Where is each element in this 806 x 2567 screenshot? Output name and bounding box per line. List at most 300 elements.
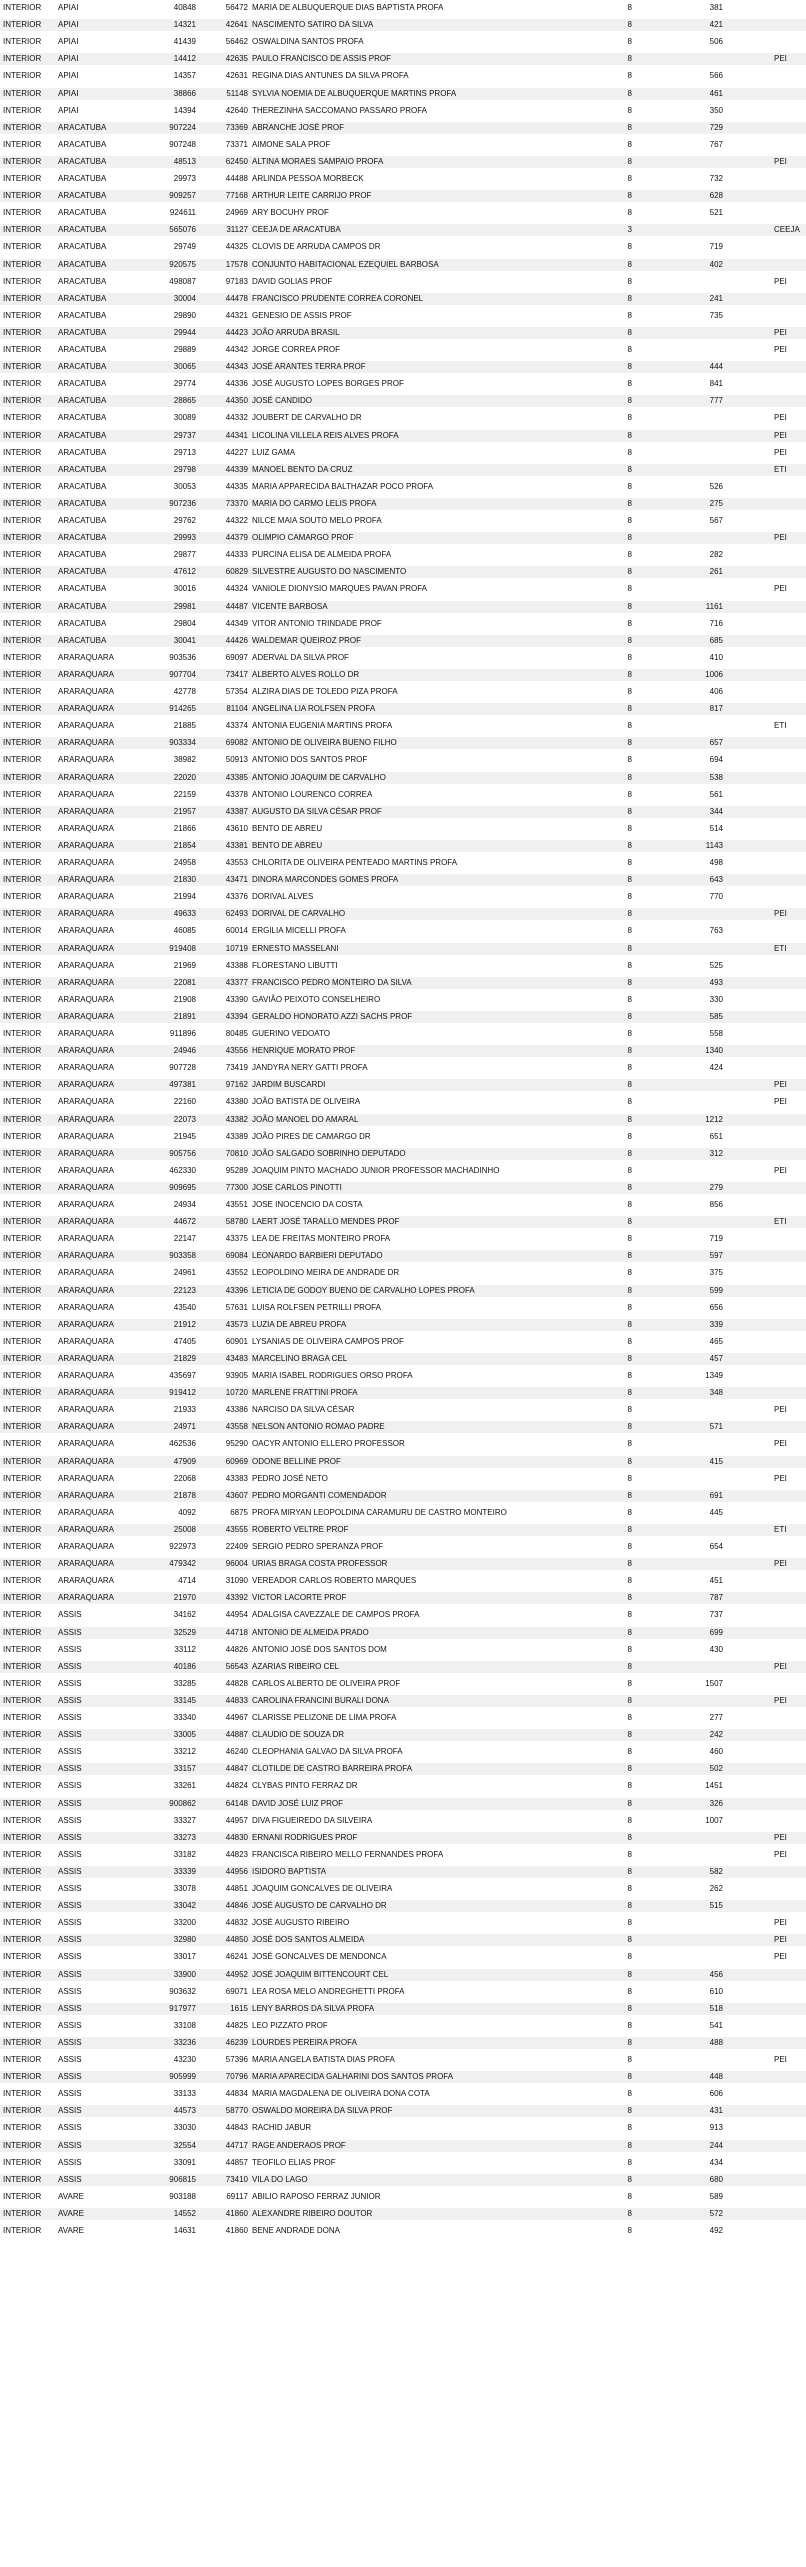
school-code-cell: 907236	[169, 498, 196, 508]
student-count-cell: 277	[709, 1713, 723, 1722]
grade-count-cell: 8	[627, 2106, 632, 2116]
school-code-cell: 22147	[173, 1234, 196, 1244]
grade-count-cell: 8	[627, 1182, 632, 1192]
region-cell: INTERIOR	[3, 1097, 42, 1107]
unit-code-cell: 44379	[225, 533, 248, 543]
directorate-cell: ARARAQUARA	[58, 1507, 115, 1517]
table-row	[0, 601, 806, 613]
grade-count-cell: 8	[627, 1969, 632, 1979]
directorate-cell: ARARAQUARA	[58, 892, 115, 902]
region-cell: INTERIOR	[3, 2020, 42, 2030]
school-code-cell: 22073	[173, 1114, 196, 1124]
school-name-cell: VILA DO LAGO	[252, 2174, 308, 2184]
region-cell: INTERIOR	[3, 1251, 42, 1261]
school-name-cell: JOSÉ AUGUSTO DE CARVALHO DR	[252, 1901, 387, 1911]
student-count-cell: 521	[709, 208, 723, 218]
student-count-cell: 350	[709, 105, 723, 115]
unit-code-cell: 62493	[225, 909, 248, 919]
directorate-cell: ARARAQUARA	[58, 1388, 115, 1398]
unit-code-cell: 42631	[225, 71, 248, 81]
student-count-cell: 275	[709, 498, 723, 508]
directorate-cell: ARACATUBA	[58, 550, 107, 560]
student-count-cell: 541	[709, 2020, 723, 2030]
school-name-cell: ANTONIA EUGENIA MARTINS PROFA	[252, 721, 393, 731]
school-code-cell: 49633	[173, 909, 196, 919]
unit-code-cell: 44423	[225, 327, 248, 337]
student-count-cell: 763	[709, 926, 723, 936]
table-row	[0, 2208, 806, 2220]
table-row	[0, 806, 806, 818]
grade-count-cell: 8	[627, 1576, 632, 1586]
school-code-cell: 14631	[173, 2226, 196, 2235]
student-count-cell: 1143	[705, 840, 723, 850]
school-name-cell: VITOR ANTONIO TRINDADE PROF	[252, 618, 382, 628]
school-code-cell: 33327	[173, 1815, 196, 1825]
unit-code-cell: 43471	[225, 875, 248, 885]
student-count-cell: 787	[709, 1593, 723, 1603]
school-name-cell: PROFA MIRYAN LEOPOLDINA CARAMURU DE CASTRO MONTEIRO	[252, 1507, 507, 1517]
region-cell: INTERIOR	[3, 1593, 42, 1603]
school-code-cell: 32529	[173, 1627, 196, 1637]
school-code-cell: 919408	[169, 943, 196, 953]
table-row	[0, 1199, 806, 1211]
table-row	[0, 943, 806, 955]
grade-count-cell: 8	[627, 687, 632, 696]
school-name-cell: CLOTILDE DE CASTRO BARREIRA PROFA	[252, 1764, 413, 1774]
directorate-cell: ARARAQUARA	[58, 960, 115, 970]
grade-count-cell: 8	[627, 721, 632, 731]
school-name-cell: LUISA ROLFSEN PETRILLI PROFA	[252, 1302, 381, 1312]
directorate-cell: ARARAQUARA	[58, 669, 115, 679]
grade-count-cell: 8	[627, 464, 632, 474]
table-row	[0, 583, 806, 595]
program-cell: PEI	[774, 909, 787, 919]
directorate-cell: ASSIS	[58, 1884, 82, 1893]
school-name-cell: JOSÉ DOS SANTOS ALMEIDA	[252, 1935, 365, 1945]
table-row	[0, 789, 806, 801]
school-code-cell: 21970	[173, 1593, 196, 1603]
school-name-cell: MARIA APARECIDA GALHARINI DOS SANTOS PROFA	[252, 2072, 454, 2082]
directorate-cell: ARARAQUARA	[58, 1336, 115, 1346]
student-count-cell: 518	[709, 2003, 723, 2013]
school-name-cell: LEONARDO BARBIERI DEPUTADO	[252, 1251, 383, 1261]
directorate-cell: ASSIS	[58, 1610, 82, 1620]
student-count-cell: 729	[709, 122, 723, 132]
student-count-cell: 241	[709, 293, 723, 303]
student-count-cell: 656	[709, 1302, 723, 1312]
school-code-cell: 29713	[173, 447, 196, 457]
school-name-cell: LENY BARROS DA SILVA PROFA	[252, 2003, 375, 2013]
school-code-cell: 29804	[173, 618, 196, 628]
school-name-cell: PAULO FRANCISCO DE ASSIS PROF	[252, 54, 391, 64]
program-cell: CEEJA	[774, 225, 800, 235]
school-code-cell: 29890	[173, 310, 196, 320]
school-code-cell: 21957	[173, 806, 196, 816]
school-code-cell: 33145	[173, 1695, 196, 1705]
school-name-cell: NARCISO DA SILVA CÉSAR	[252, 1405, 355, 1415]
table-row	[0, 532, 806, 544]
grade-count-cell: 8	[627, 1456, 632, 1466]
region-cell: INTERIOR	[3, 1849, 42, 1859]
school-name-cell: ARY BOCUHY PROF	[252, 208, 329, 218]
directorate-cell: ASSIS	[58, 2140, 82, 2150]
region-cell: INTERIOR	[3, 20, 42, 30]
directorate-cell: ASSIS	[58, 2037, 82, 2047]
region-cell: INTERIOR	[3, 1678, 42, 1688]
school-code-cell: 903358	[169, 1251, 196, 1261]
region-cell: INTERIOR	[3, 3, 42, 12]
table-row	[0, 1148, 806, 1160]
directorate-cell: ASSIS	[58, 2106, 82, 2116]
school-name-cell: CHLORITA DE OLIVEIRA PENTEADO MARTINS PROFA	[252, 858, 458, 867]
directorate-cell: ASSIS	[58, 1866, 82, 1876]
school-name-cell: DINORA MARCONDES GOMES PROFA	[252, 875, 399, 885]
grade-count-cell: 8	[627, 669, 632, 679]
region-cell: INTERIOR	[3, 1918, 42, 1928]
directorate-cell: ARARAQUARA	[58, 1148, 115, 1158]
grade-count-cell: 8	[627, 1165, 632, 1175]
school-name-cell: ERNESTO MASSELANI	[252, 943, 339, 953]
grade-count-cell: 8	[627, 516, 632, 525]
unit-code-cell: 44851	[225, 1884, 248, 1893]
directorate-cell: APIAI	[58, 20, 79, 30]
directorate-cell: ASSIS	[58, 2055, 82, 2064]
region-cell: INTERIOR	[3, 379, 42, 389]
grade-count-cell: 8	[627, 1302, 632, 1312]
region-cell: INTERIOR	[3, 1336, 42, 1346]
school-name-cell: ALBERTO ALVES ROLLO DR	[252, 669, 360, 679]
table-row	[0, 1267, 806, 1279]
table-row	[0, 310, 806, 322]
student-count-cell: 732	[709, 174, 723, 183]
table-row	[0, 241, 806, 253]
table-row	[0, 1233, 806, 1245]
school-code-cell: 33091	[173, 2157, 196, 2167]
student-count-cell: 571	[709, 1422, 723, 1432]
unit-code-cell: 56543	[225, 1661, 248, 1671]
unit-code-cell: 46241	[225, 1952, 248, 1962]
student-count-cell: 680	[709, 2174, 723, 2184]
school-code-cell: 33005	[173, 1730, 196, 1740]
school-code-cell: 41439	[173, 37, 196, 47]
region-cell: INTERIOR	[3, 481, 42, 491]
table-row	[0, 1575, 806, 1587]
unit-code-cell: 60901	[225, 1336, 248, 1346]
region-cell: INTERIOR	[3, 721, 42, 731]
table-row	[0, 1216, 806, 1228]
directorate-cell: ARACATUBA	[58, 191, 107, 201]
table-row	[0, 1780, 806, 1792]
region-cell: INTERIOR	[3, 242, 42, 252]
school-name-cell: RACHID JABUR	[252, 2123, 312, 2133]
unit-code-cell: 44887	[225, 1730, 248, 1740]
student-count-cell: 445	[709, 1507, 723, 1517]
student-count-cell: 506	[709, 37, 723, 47]
grade-count-cell: 8	[627, 174, 632, 183]
student-count-cell: 312	[709, 1148, 723, 1158]
student-count-cell: 735	[709, 310, 723, 320]
table-row	[0, 1558, 806, 1570]
school-name-cell: DORIVAL ALVES	[252, 892, 314, 902]
school-name-cell: MARIA DE ALBUQUERQUE DIAS BAPTISTA PROFA	[252, 3, 444, 12]
student-count-cell: 643	[709, 875, 723, 885]
school-name-cell: DORIVAL DE CARVALHO	[252, 909, 346, 919]
directorate-cell: ASSIS	[58, 1713, 82, 1722]
school-code-cell: 47405	[173, 1336, 196, 1346]
grade-count-cell: 8	[627, 1473, 632, 1483]
student-count-cell: 375	[709, 1268, 723, 1278]
directorate-cell: ARACATUBA	[58, 174, 107, 183]
region-cell: INTERIOR	[3, 1011, 42, 1021]
school-name-cell: MARIA DO CARMO LELIS PROFA	[252, 498, 377, 508]
school-name-cell: ANTONIO DE OLIVEIRA BUENO FILHO	[252, 738, 397, 748]
grade-count-cell: 8	[627, 1542, 632, 1551]
school-code-cell: 903632	[169, 1986, 196, 1996]
region-cell: INTERIOR	[3, 208, 42, 218]
region-cell: INTERIOR	[3, 430, 42, 440]
grade-count-cell: 8	[627, 1764, 632, 1774]
region-cell: INTERIOR	[3, 1439, 42, 1449]
directorate-cell: ARACATUBA	[58, 293, 107, 303]
school-code-cell: 22068	[173, 1473, 196, 1483]
directorate-cell: ASSIS	[58, 2174, 82, 2184]
directorate-cell: ARARAQUARA	[58, 1473, 115, 1483]
school-code-cell: 29798	[173, 464, 196, 474]
school-code-cell: 33200	[173, 1918, 196, 1928]
program-cell: ETI	[774, 464, 787, 474]
table-row	[0, 1695, 806, 1707]
grade-count-cell: 8	[627, 1695, 632, 1705]
table-row	[0, 1079, 806, 1091]
school-name-cell: JANDYRA NERY GATTI PROFA	[252, 1063, 368, 1073]
directorate-cell: ASSIS	[58, 1661, 82, 1671]
table-row	[0, 412, 806, 424]
unit-code-cell: 69117	[226, 2191, 248, 2201]
directorate-cell: ASSIS	[58, 2123, 82, 2133]
unit-code-cell: 44825	[225, 2020, 248, 2030]
grade-count-cell: 8	[627, 1285, 632, 1295]
directorate-cell: ARACATUBA	[58, 635, 107, 645]
region-cell: INTERIOR	[3, 327, 42, 337]
region-cell: INTERIOR	[3, 1542, 42, 1551]
school-name-cell: JOSE INOCENCIO DA COSTA	[252, 1200, 363, 1209]
school-code-cell: 33112	[174, 1644, 196, 1654]
grade-count-cell: 8	[627, 567, 632, 577]
directorate-cell: ARARAQUARA	[58, 1046, 115, 1056]
region-cell: INTERIOR	[3, 122, 42, 132]
unit-code-cell: 43386	[225, 1405, 248, 1415]
school-code-cell: 21969	[173, 960, 196, 970]
unit-code-cell: 97162	[225, 1080, 248, 1090]
unit-code-cell: 73410	[225, 2174, 248, 2184]
region-cell: INTERIOR	[3, 687, 42, 696]
grade-count-cell: 8	[627, 1610, 632, 1620]
table-row	[0, 1182, 806, 1194]
grade-count-cell: 8	[627, 704, 632, 714]
school-name-cell: LICOLINA VILLELA REIS ALVES PROFA	[252, 430, 399, 440]
school-code-cell: 33339	[173, 1866, 196, 1876]
region-cell: INTERIOR	[3, 926, 42, 936]
grade-count-cell: 8	[627, 1952, 632, 1962]
school-code-cell: 907728	[169, 1063, 196, 1073]
table-row	[0, 1165, 806, 1177]
school-name-cell: JOSÉ GONCALVES DE MENDONCA	[252, 1952, 387, 1962]
student-count-cell: 444	[709, 362, 723, 372]
table-row	[0, 1353, 806, 1365]
school-code-cell: 42778	[173, 687, 196, 696]
directorate-cell: ARARAQUARA	[58, 1456, 115, 1466]
directorate-cell: ASSIS	[58, 2157, 82, 2167]
school-code-cell: 32980	[173, 1935, 196, 1945]
grade-count-cell: 8	[627, 584, 632, 594]
table-row	[0, 2174, 806, 2186]
directorate-cell: ARARAQUARA	[58, 926, 115, 936]
school-name-cell: ALTINA MORAES SAMPAIO PROFA	[252, 156, 384, 166]
grade-count-cell: 8	[627, 1011, 632, 1021]
directorate-cell: ARACATUBA	[58, 345, 107, 354]
grade-count-cell: 8	[627, 310, 632, 320]
directorate-cell: ARARAQUARA	[58, 1576, 115, 1586]
region-cell: INTERIOR	[3, 293, 42, 303]
directorate-cell: ARARAQUARA	[58, 1131, 115, 1141]
school-code-cell: 33108	[173, 2020, 196, 2030]
table-row	[0, 1644, 806, 1656]
region-cell: INTERIOR	[3, 1507, 42, 1517]
grade-count-cell: 8	[627, 1422, 632, 1432]
table-row	[0, 1883, 806, 1895]
table-row	[0, 105, 806, 117]
region-cell: INTERIOR	[3, 601, 42, 611]
grade-count-cell: 8	[627, 1986, 632, 1996]
region-cell: INTERIOR	[3, 1319, 42, 1329]
program-cell: PEI	[774, 276, 787, 286]
unit-code-cell: 58780	[225, 1217, 248, 1227]
grade-count-cell: 8	[627, 1251, 632, 1261]
school-code-cell: 565076	[169, 225, 196, 235]
grade-count-cell: 8	[627, 2037, 632, 2047]
unit-code-cell: 56462	[225, 37, 248, 47]
unit-code-cell: 44324	[225, 584, 248, 594]
school-name-cell: MARIA ISABEL RODRIGUES ORSO PROFA	[252, 1371, 413, 1380]
school-name-cell: ARLINDA PESSOA MORBECK	[252, 174, 364, 183]
school-code-cell: 21945	[173, 1131, 196, 1141]
table-row	[0, 2020, 806, 2032]
unit-code-cell: 43387	[225, 806, 248, 816]
school-code-cell: 22123	[173, 1285, 196, 1295]
table-row	[0, 2071, 806, 2083]
school-name-cell: JOÃO MANOEL DO AMARAL	[252, 1114, 359, 1124]
region-cell: INTERIOR	[3, 447, 42, 457]
grade-count-cell: 8	[627, 1029, 632, 1038]
student-count-cell: 597	[709, 1251, 723, 1261]
school-code-cell: 903536	[169, 652, 196, 662]
school-code-cell: 22159	[173, 789, 196, 799]
region-cell: INTERIOR	[3, 37, 42, 47]
unit-code-cell: 60829	[225, 567, 248, 577]
unit-code-cell: 73371	[225, 139, 248, 149]
region-cell: INTERIOR	[3, 943, 42, 953]
school-name-cell: GAVIÃO PEIXOTO CONSELHEIRO	[252, 994, 381, 1004]
school-code-cell: 906815	[169, 2174, 196, 2184]
region-cell: INTERIOR	[3, 806, 42, 816]
table-row	[0, 754, 806, 766]
table-row	[0, 1096, 806, 1108]
region-cell: INTERIOR	[3, 892, 42, 902]
school-name-cell: ABILIO RAPOSO FERRAZ JUNIOR	[252, 2191, 381, 2201]
school-code-cell: 21908	[173, 994, 196, 1004]
region-cell: INTERIOR	[3, 652, 42, 662]
student-count-cell: 461	[709, 88, 723, 98]
school-code-cell: 909257	[169, 191, 196, 201]
directorate-cell: ASSIS	[58, 1815, 82, 1825]
unit-code-cell: 44956	[225, 1866, 248, 1876]
grade-count-cell: 8	[627, 618, 632, 628]
school-name-cell: JOUBERT DE CARVALHO DR	[252, 413, 362, 423]
region-cell: INTERIOR	[3, 2037, 42, 2047]
directorate-cell: ARARAQUARA	[58, 1080, 115, 1090]
directorate-cell: ARACATUBA	[58, 584, 107, 594]
region-cell: INTERIOR	[3, 1798, 42, 1808]
school-name-cell: LUZIA DE ABREU PROFA	[252, 1319, 347, 1329]
table-row	[0, 2003, 806, 2015]
table-row	[0, 515, 806, 527]
unit-code-cell: 43483	[225, 1353, 248, 1363]
student-count-cell: 856	[709, 1200, 723, 1209]
directorate-cell: APIAI	[58, 37, 79, 47]
directorate-cell: ARARAQUARA	[58, 772, 115, 782]
unit-code-cell: 43388	[225, 960, 248, 970]
student-count-cell: 1212	[705, 1114, 723, 1124]
table-row	[0, 1592, 806, 1604]
school-code-cell: 28865	[173, 396, 196, 406]
directorate-cell: ARARAQUARA	[58, 755, 115, 765]
directorate-cell: ARARAQUARA	[58, 1234, 115, 1244]
table-row	[0, 361, 806, 373]
student-count-cell: 488	[709, 2037, 723, 2047]
school-name-cell: JARDIM BUSCARDI	[252, 1080, 326, 1090]
school-name-cell: VICENTE BARBOSA	[252, 601, 328, 611]
directorate-cell: ASSIS	[58, 2072, 82, 2082]
unit-code-cell: 43383	[225, 1473, 248, 1483]
region-cell: INTERIOR	[3, 1627, 42, 1637]
unit-code-cell: 44335	[225, 481, 248, 491]
directorate-cell: ARARAQUARA	[58, 1063, 115, 1073]
school-code-cell: 905756	[169, 1148, 196, 1158]
table-row	[0, 2105, 806, 2117]
grade-count-cell: 8	[627, 2003, 632, 2013]
table-row	[0, 652, 806, 664]
region-cell: INTERIOR	[3, 276, 42, 286]
grade-count-cell: 8	[627, 1627, 632, 1637]
directorate-cell: AVARE	[58, 2226, 84, 2235]
region-cell: INTERIOR	[3, 191, 42, 201]
directorate-cell: ARARAQUARA	[58, 823, 115, 833]
table-row	[0, 1302, 806, 1314]
region-cell: INTERIOR	[3, 550, 42, 560]
grade-count-cell: 8	[627, 2226, 632, 2235]
region-cell: INTERIOR	[3, 1405, 42, 1415]
school-code-cell: 33236	[173, 2037, 196, 2047]
table-row	[0, 1507, 806, 1519]
region-cell: INTERIOR	[3, 464, 42, 474]
region-cell: INTERIOR	[3, 875, 42, 885]
region-cell: INTERIOR	[3, 259, 42, 269]
unit-code-cell: 43375	[225, 1234, 248, 1244]
unit-code-cell: 69071	[225, 1986, 248, 1996]
directorate-cell: ASSIS	[58, 1695, 82, 1705]
school-name-cell: LEO PIZZATO PROF	[252, 2020, 328, 2030]
table-row	[0, 1250, 806, 1262]
